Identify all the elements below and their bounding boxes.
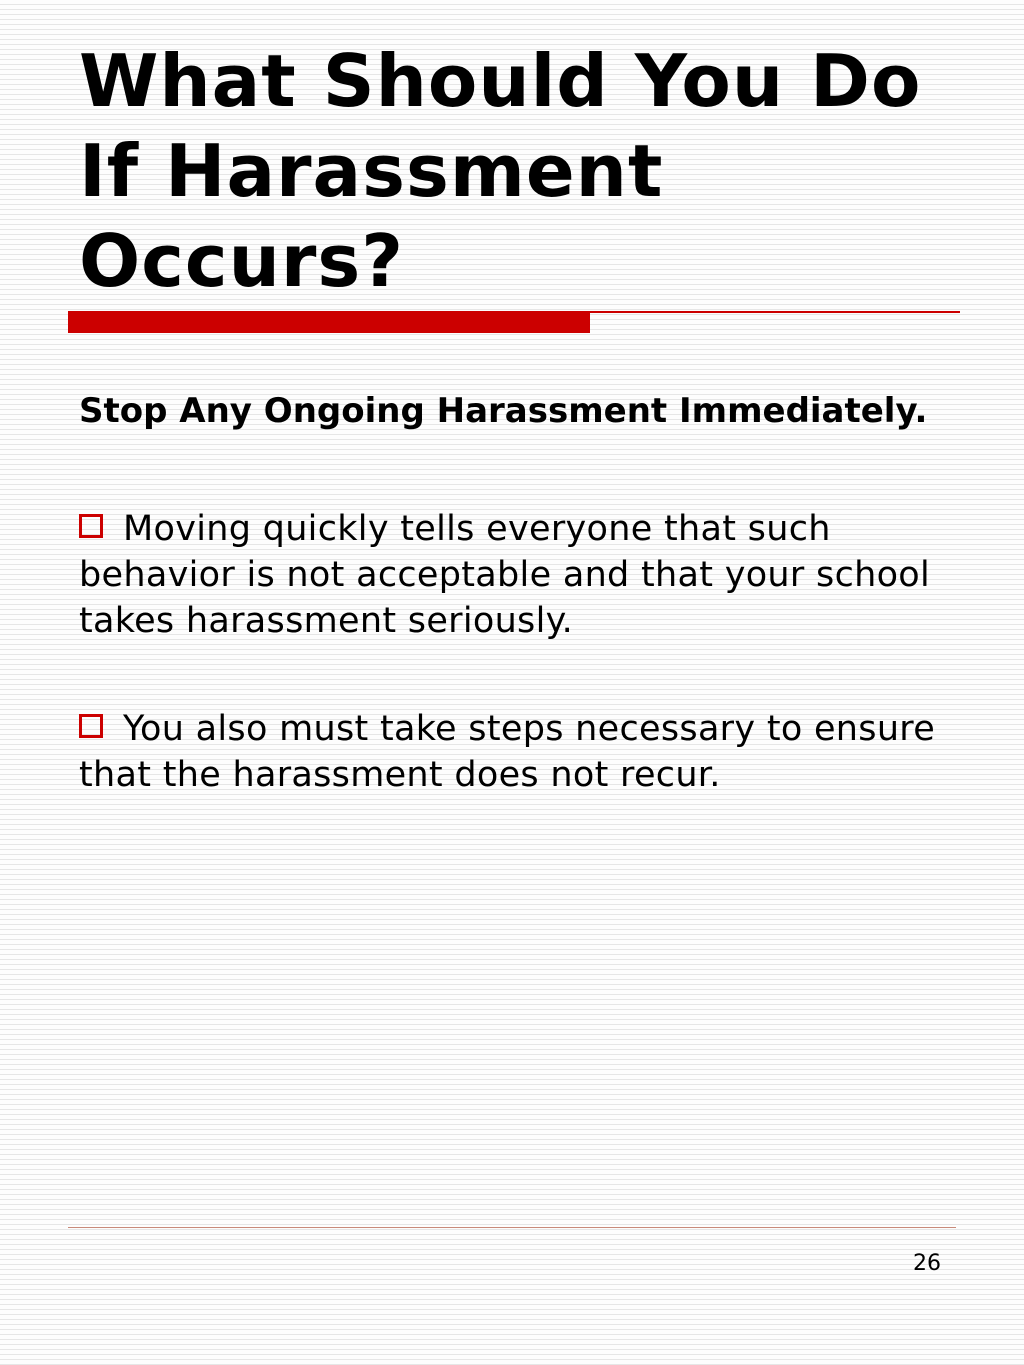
bullet-text: You also must take steps necessary to ensure that the harassment does not recur.: [79, 709, 936, 795]
bullet-text: Moving quickly tells everyone that such behavior is not acceptable and that your school takes harassment seriously.: [79, 509, 931, 641]
title-underline-thin: [590, 311, 960, 313]
subheading: Stop Any Ongoing Harassment Immediately.: [79, 391, 928, 431]
hollow-square-bullet-icon: [79, 514, 103, 538]
bullet-item: [79, 706, 959, 798]
slide-body: [79, 388, 959, 860]
page-number: 26: [913, 1251, 941, 1276]
footer-divider: [68, 1227, 956, 1228]
slide-title: What Should You Do If Harassment Occurs?: [79, 39, 922, 303]
hollow-square-bullet-icon: [79, 714, 103, 738]
title-underline-thick: [68, 311, 590, 333]
bullet-item: [79, 506, 959, 644]
